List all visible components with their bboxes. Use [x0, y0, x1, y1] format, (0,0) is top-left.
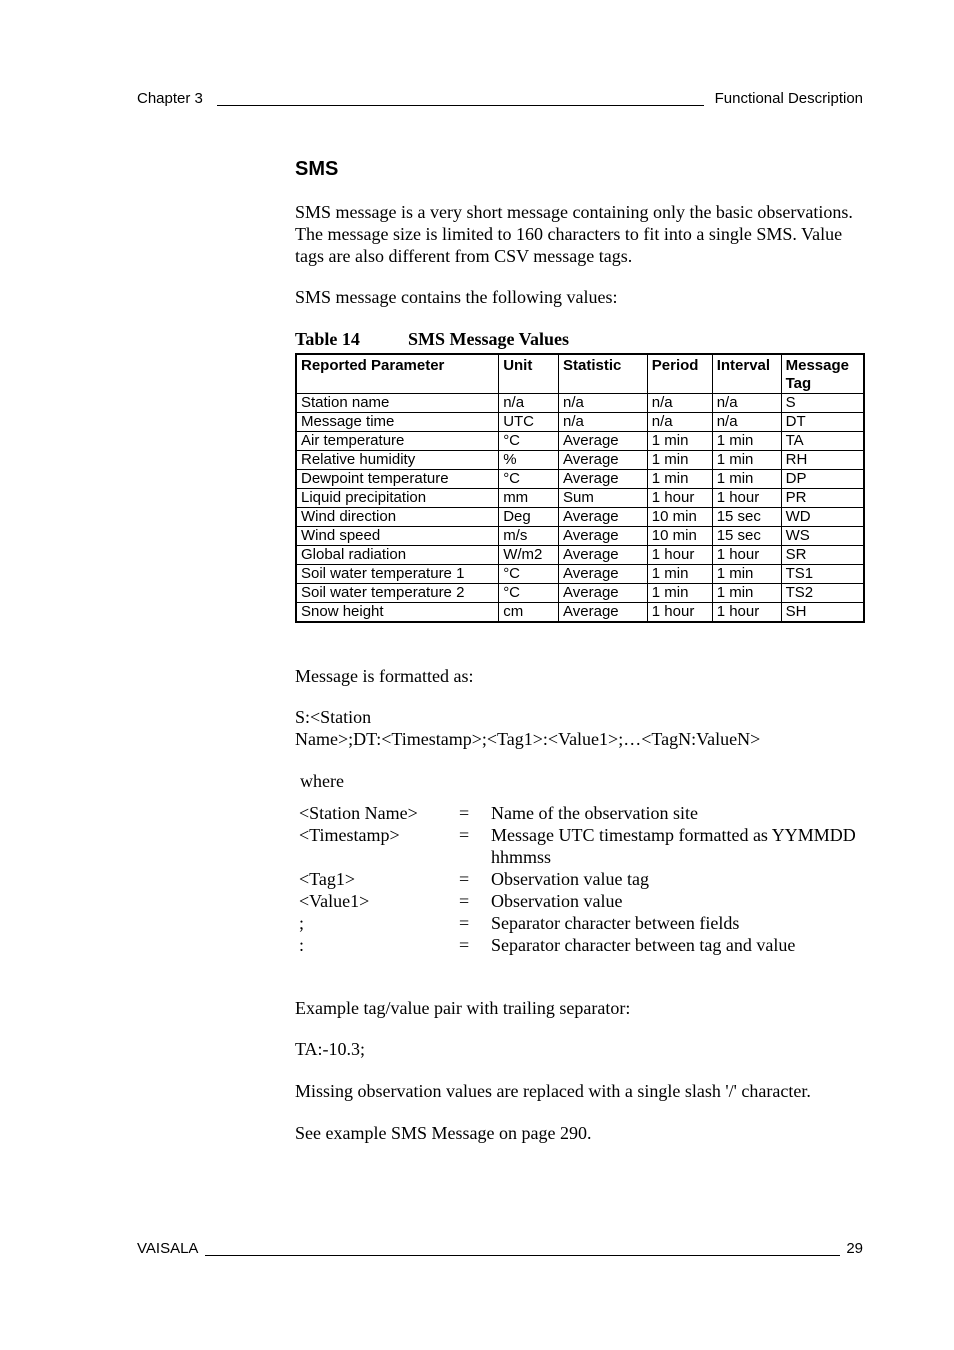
table-row — [296, 489, 864, 508]
table-cell: Soil water temperature 2 — [296, 584, 499, 603]
table-cell: Average — [559, 565, 648, 584]
table-cell: Sum — [559, 489, 648, 508]
table-cell: TS1 — [781, 565, 864, 584]
table-cell: W/m2 — [499, 546, 559, 565]
column-header: Period — [647, 354, 712, 394]
table-cell: 1 hour — [712, 546, 781, 565]
table-cell: Global radiation — [296, 546, 499, 565]
definition-desc: Observation value tag — [491, 869, 649, 889]
definition-row — [299, 824, 865, 868]
where-label: where — [300, 771, 344, 791]
table-cell: Snow height — [296, 603, 499, 623]
table-header-row — [296, 354, 864, 394]
definition-eq: = — [459, 913, 470, 933]
table-cell: TS2 — [781, 584, 864, 603]
table-cell: n/a — [647, 413, 712, 432]
header-rule — [217, 105, 704, 106]
definition-term: <Timestamp> — [299, 825, 400, 845]
column-header: Unit — [499, 354, 559, 394]
table-cell: n/a — [712, 413, 781, 432]
table-cell: 1 hour — [647, 603, 712, 623]
format-string — [295, 706, 865, 750]
table-cell: 1 hour — [712, 603, 781, 623]
table-cell: 1 hour — [647, 546, 712, 565]
table-row — [296, 432, 864, 451]
table-caption — [295, 328, 865, 350]
footer-rule — [205, 1255, 840, 1256]
table-row — [296, 584, 864, 603]
table-cell: Average — [559, 546, 648, 565]
table-row — [296, 603, 864, 623]
contains-paragraph: SMS message contains the following values: — [295, 287, 618, 307]
definition-eq: = — [459, 803, 470, 823]
table-cell: SH — [781, 603, 864, 623]
table-cell: TA — [781, 432, 864, 451]
definition-eq: = — [459, 869, 470, 889]
page-header — [137, 90, 863, 110]
main-content — [295, 155, 865, 1144]
table-cell: n/a — [712, 394, 781, 413]
sms-values-table — [295, 353, 865, 623]
table-cell: S — [781, 394, 864, 413]
table-cell: n/a — [499, 394, 559, 413]
table-cell: WD — [781, 508, 864, 527]
table-cell: Average — [559, 584, 648, 603]
column-header: Reported Parameter — [296, 354, 499, 394]
definition-eq: = — [459, 935, 470, 955]
example-value: TA:-10.3; — [295, 1039, 366, 1059]
table-cell: Average — [559, 470, 648, 489]
table-cell: °C — [499, 470, 559, 489]
table-cell: m/s — [499, 527, 559, 546]
column-header: Statistic — [559, 354, 648, 394]
table-cell: Message time — [296, 413, 499, 432]
intro-paragraph: SMS message is a very short message containing only the basic observations. The message size is limited to 160 characters to fit into a single SMS. Value tags are also different from CSV message tags. — [295, 202, 853, 266]
page-number: 29 — [846, 1240, 863, 1257]
section-heading: SMS — [295, 158, 339, 180]
table-cell: 10 min — [647, 508, 712, 527]
table-cell: 1 min — [647, 584, 712, 603]
table-cell: 1 min — [712, 584, 781, 603]
table-cell: cm — [499, 603, 559, 623]
company-name: VAISALA — [137, 1240, 199, 1257]
definition-desc: Separator character between fields — [491, 913, 740, 933]
column-header: Interval — [712, 354, 781, 394]
table-row — [296, 546, 864, 565]
chapter-label: Chapter 3 — [137, 90, 203, 107]
see-also-note: See example SMS Message on page 290. — [295, 1123, 592, 1143]
table-cell: 1 min — [712, 565, 781, 584]
format-intro: Message is formatted as: — [295, 666, 474, 686]
table-cell: mm — [499, 489, 559, 508]
table-cell: n/a — [559, 394, 648, 413]
definition-row — [299, 868, 865, 890]
table-cell: UTC — [499, 413, 559, 432]
table-cell: Wind direction — [296, 508, 499, 527]
definition-row — [299, 890, 865, 912]
table-caption-title: SMS Message Values — [408, 329, 570, 349]
table-cell: Air temperature — [296, 432, 499, 451]
column-header: Message Tag — [781, 354, 864, 394]
table-cell: 1 min — [712, 451, 781, 470]
table-cell: RH — [781, 451, 864, 470]
format-line-2: Name>;DT:<Timestamp>;<Tag1>:<Value1>;…<TagN:ValueN> — [295, 729, 761, 749]
table-cell: n/a — [559, 413, 648, 432]
table-cell: Station name — [296, 394, 499, 413]
table-cell: SR — [781, 546, 864, 565]
table-row — [296, 413, 864, 432]
missing-values-note: Missing observation values are replaced with a single slash '/' character. — [295, 1081, 811, 1101]
table-cell: 1 min — [647, 432, 712, 451]
table-cell: Deg — [499, 508, 559, 527]
table-cell: 1 min — [647, 565, 712, 584]
table-cell: Average — [559, 527, 648, 546]
table-cell: Average — [559, 603, 648, 623]
definition-row — [299, 802, 865, 824]
definition-desc: Name of the observation site — [491, 803, 698, 823]
definition-desc: Separator character between tag and value — [491, 935, 796, 955]
definition-desc: Observation value — [491, 891, 623, 911]
table-cell: WS — [781, 527, 864, 546]
table-row — [296, 451, 864, 470]
definition-desc: Message UTC timestamp formatted as YYMMDD hhmmss — [491, 825, 856, 867]
table-cell: Average — [559, 451, 648, 470]
table-caption-number: Table 14 — [295, 329, 360, 349]
table-cell: 1 min — [647, 470, 712, 489]
example-intro: Example tag/value pair with trailing separator: — [295, 998, 631, 1018]
table-cell: 10 min — [647, 527, 712, 546]
table-cell: Dewpoint temperature — [296, 470, 499, 489]
definition-term: ; — [299, 913, 305, 933]
table-cell: n/a — [647, 394, 712, 413]
table-cell: Average — [559, 432, 648, 451]
table-cell: Average — [559, 508, 648, 527]
definition-term: <Value1> — [299, 891, 370, 911]
section-label: Functional Description — [714, 90, 863, 107]
table-cell: DT — [781, 413, 864, 432]
table-cell: °C — [499, 432, 559, 451]
table-cell: Wind speed — [296, 527, 499, 546]
table-cell: 1 hour — [712, 489, 781, 508]
table-row — [296, 565, 864, 584]
definition-eq: = — [459, 891, 470, 911]
table-cell: 1 hour — [647, 489, 712, 508]
format-line-1: S:<Station — [295, 707, 372, 727]
table-cell: 1 min — [647, 451, 712, 470]
table-cell: °C — [499, 584, 559, 603]
table-row — [296, 470, 864, 489]
table-cell: 1 min — [712, 432, 781, 451]
table-row — [296, 508, 864, 527]
definition-row — [299, 934, 865, 956]
table-cell: 1 min — [712, 470, 781, 489]
definition-term: <Tag1> — [299, 869, 356, 889]
page-footer — [137, 1240, 863, 1260]
table-cell: % — [499, 451, 559, 470]
table-row — [296, 394, 864, 413]
table-cell: 15 sec — [712, 508, 781, 527]
table-row — [296, 527, 864, 546]
table-cell: 15 sec — [712, 527, 781, 546]
table-cell: Liquid precipitation — [296, 489, 499, 508]
definition-list — [295, 802, 865, 956]
table-cell: Soil water temperature 1 — [296, 565, 499, 584]
definition-term: <Station Name> — [299, 803, 418, 823]
definition-eq: = — [459, 825, 470, 845]
table-cell: PR — [781, 489, 864, 508]
table-cell: °C — [499, 565, 559, 584]
definition-row — [299, 912, 865, 934]
table-cell: Relative humidity — [296, 451, 499, 470]
definition-term: : — [299, 935, 305, 955]
table-cell: DP — [781, 470, 864, 489]
